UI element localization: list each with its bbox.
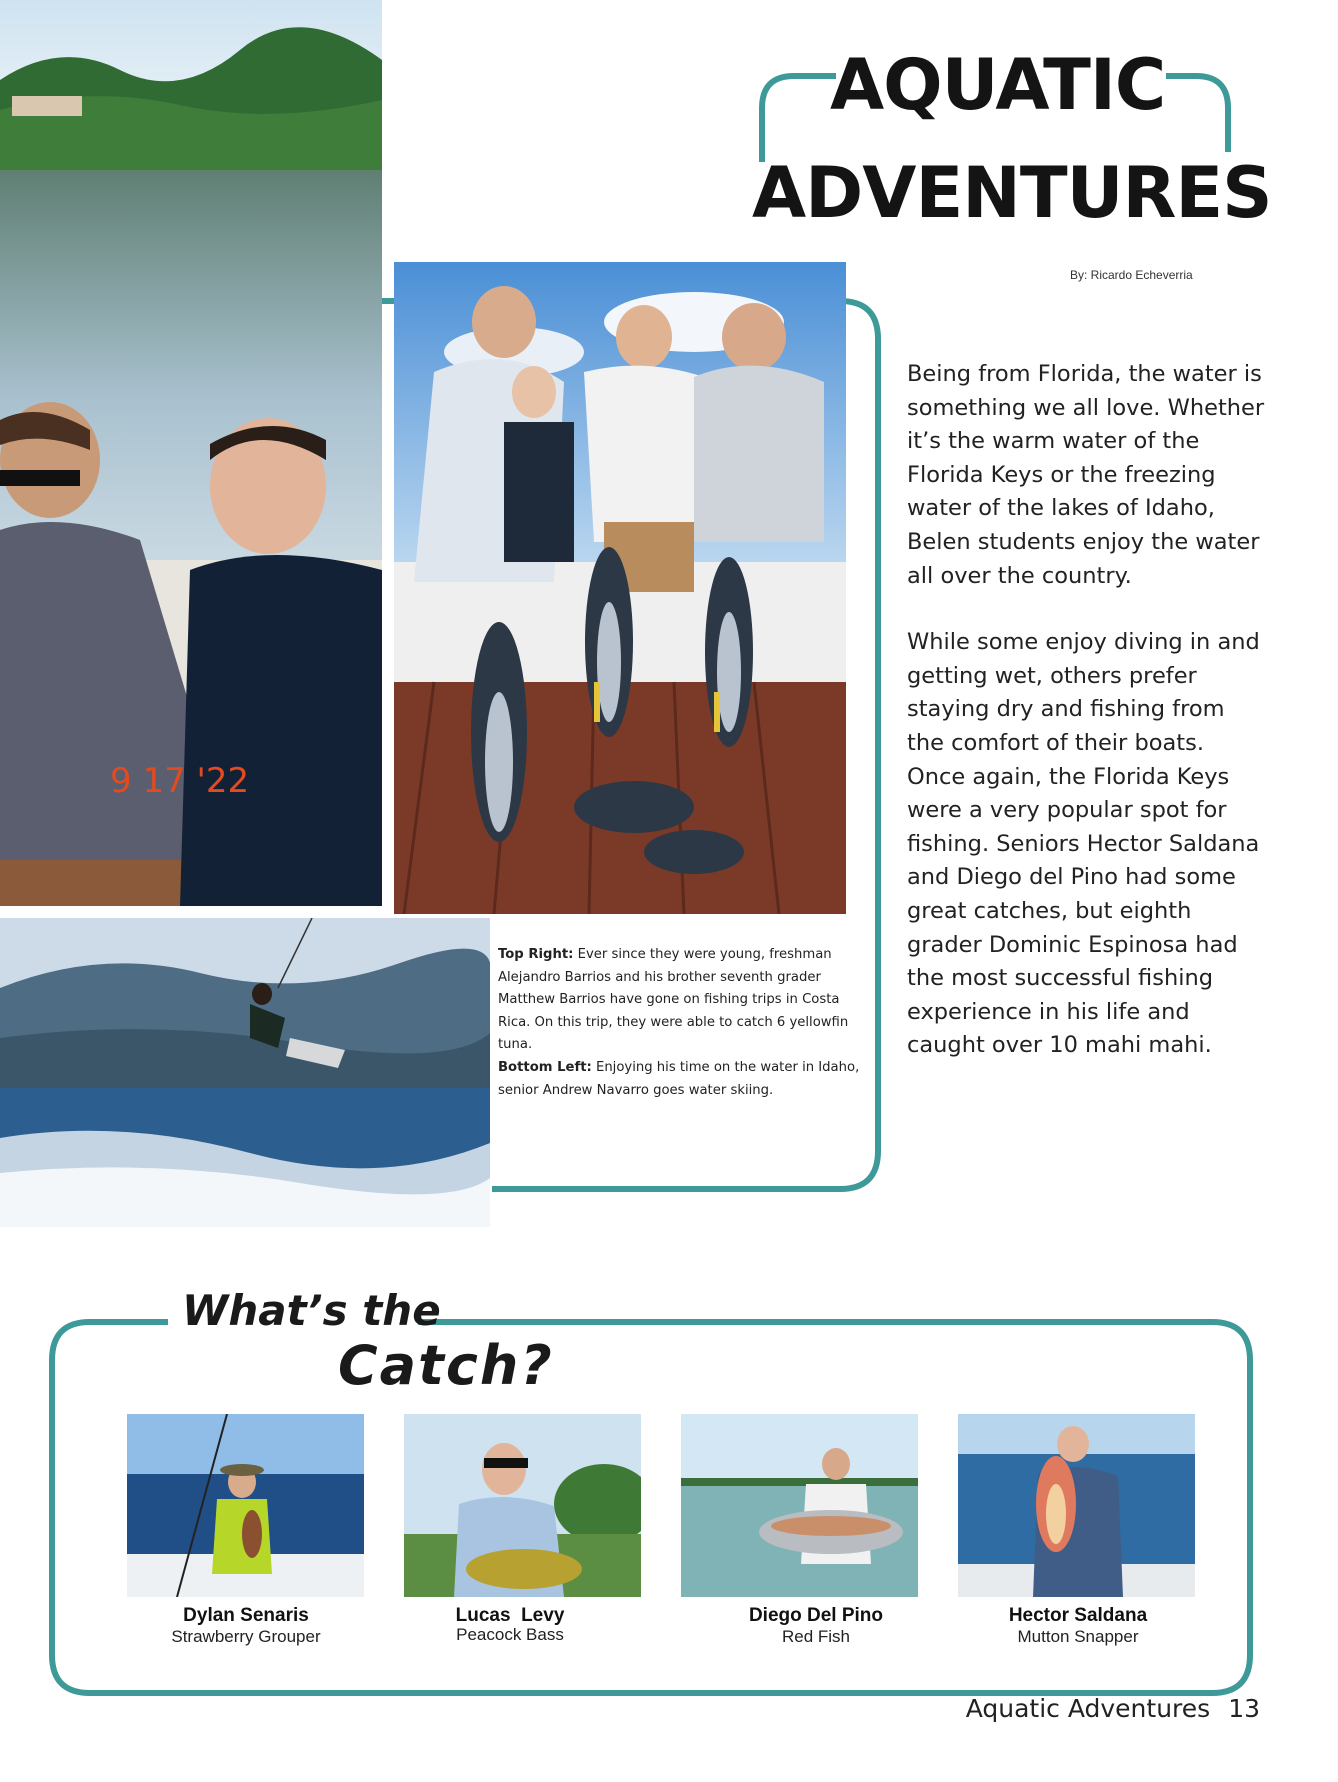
caption-top-text: Ever since they were young, freshman Alejandro Barrios and his brother seventh grader Matthew Barrios have gone on fishing trips in Costa Rica. On this trip, they were able to catch 6 yellowfin tuna. — [498, 947, 849, 1053]
catch-card-name-4: Hector Saldana — [1008, 1605, 1148, 1626]
catch-card-name-1: Dylan Senaris — [183, 1605, 309, 1626]
catch-card-fish-1: Strawberry Grouper — [171, 1627, 321, 1646]
article-body — [907, 358, 1267, 1096]
photo-caption — [498, 944, 868, 1102]
caption-top — [498, 944, 868, 1057]
catch-photo-diego-del-pino — [681, 1414, 918, 1597]
catch-photo-dylan-senaris — [127, 1414, 364, 1597]
catch-card-fish-2: Peacock Bass — [456, 1625, 564, 1644]
catch-photo-lucas-levy — [404, 1414, 641, 1597]
caption-bottom-label: Bottom Left: — [498, 1059, 592, 1075]
catch-title-part1: What’s the — [182, 1286, 441, 1335]
catch-card-fish-4: Mutton Snapper — [1017, 1627, 1139, 1646]
page-number: 13 — [1228, 1694, 1260, 1723]
title-line-1: AQUATIC — [830, 44, 1166, 126]
catch-photo-hector-saldana — [958, 1414, 1195, 1597]
caption-top-label: Top Right: — [498, 947, 574, 962]
catch-card-name-2: Lucas Levy — [455, 1605, 565, 1626]
title-line-2: ADVENTURES — [752, 152, 1272, 234]
catch-card-fish-3: Red Fish — [781, 1627, 851, 1646]
photo-date-stamp: 9 17 '22 — [110, 761, 250, 801]
caption-bottom — [498, 1057, 868, 1102]
photo-teens-on-boat — [0, 0, 382, 906]
photo-water-skiing — [0, 918, 490, 1227]
catch-title-part2: Catch? — [338, 1334, 554, 1397]
photo-tuna-catch — [394, 262, 846, 914]
byline: By: Ricardo Echeverria — [1070, 268, 1193, 282]
article-paragraph-1: Being from Florida, the water is something we all love. Whether it’s the warm water of the Florida Keys or the freezing water of the lakes of Idaho, Belen students enjoy the water all over the country. — [907, 361, 1265, 589]
article-paragraph-2: While some enjoy diving in and getting wet, others prefer staying dry and fishing from the comfort of their boats. Once again, the Florida Keys were a very popular spot for fishing. Seniors Hector Saldana and Diego del Pino had some great catches, but eighth grader Dominic Espinosa had the most successful fishing experience in his life and caught over 10 mahi mahi. — [907, 629, 1260, 1059]
footer-section-title: Aquatic Adventures — [965, 1694, 1211, 1723]
caption-bottom-text: Enjoying his time on the water in Idaho, senior Andrew Navarro goes water skiing. — [498, 1059, 860, 1098]
page-footer — [966, 1694, 1260, 1723]
catch-card-name-3: Diego Del Pino — [748, 1605, 884, 1626]
